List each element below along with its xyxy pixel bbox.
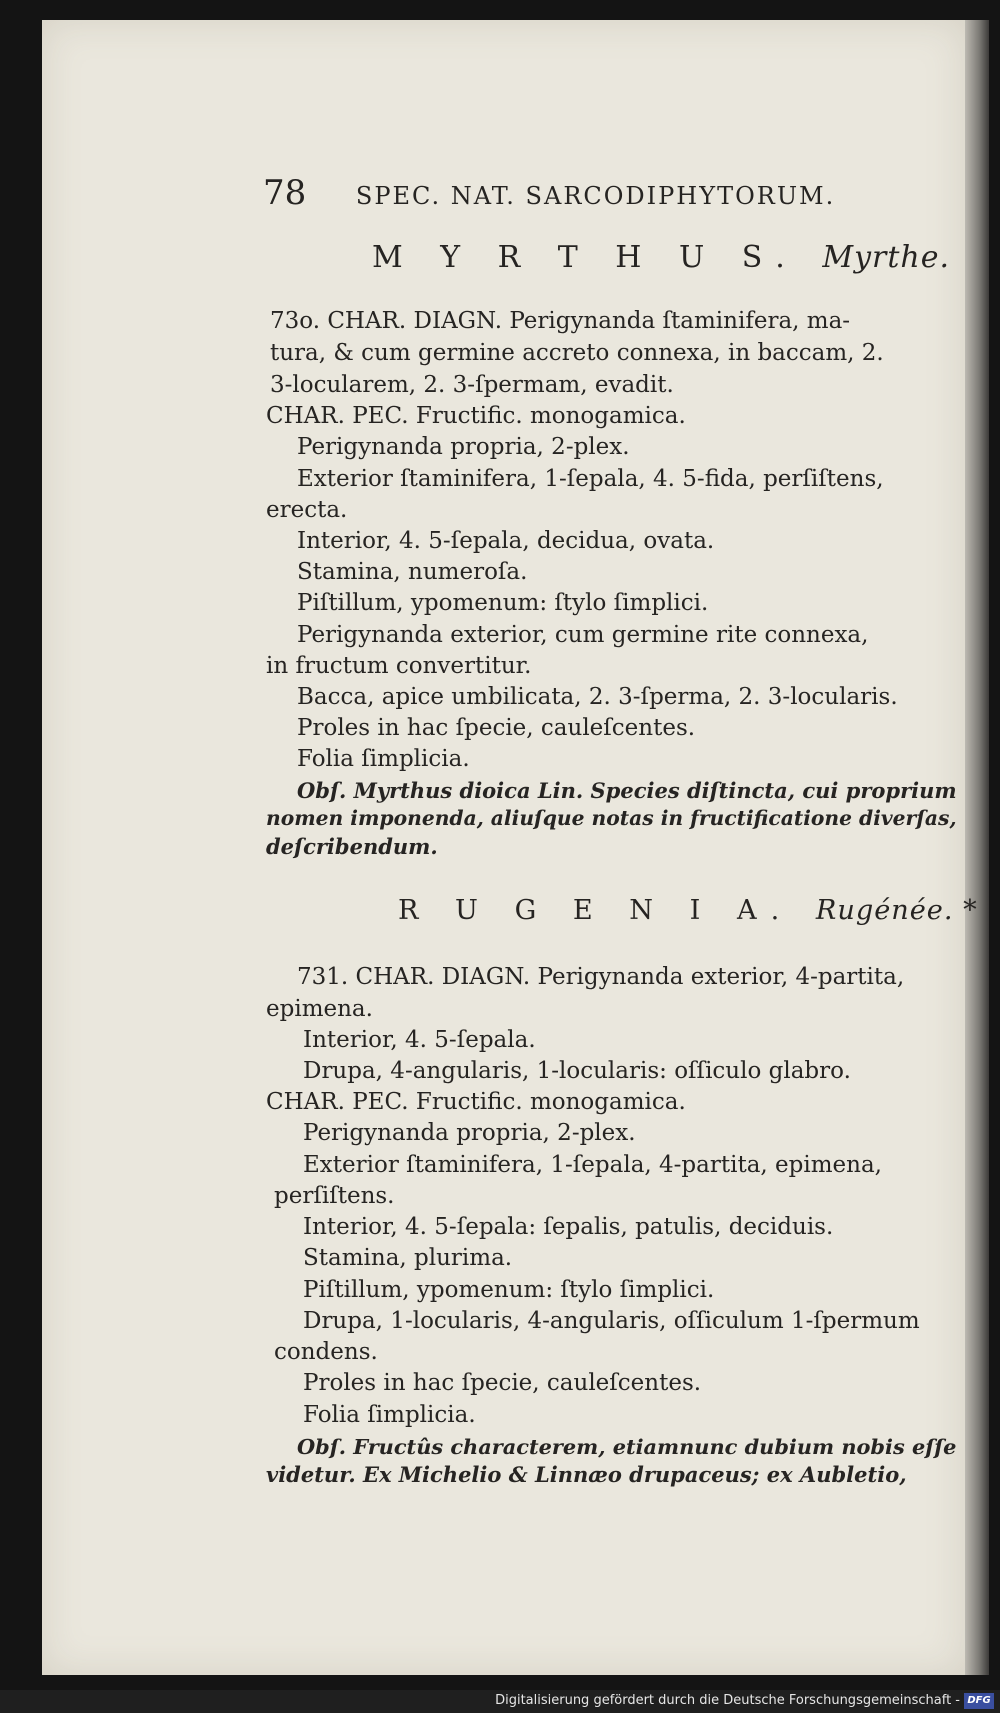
text-line: tura, & cum germine accreto connexa, in baccam, 2. — [270, 340, 884, 366]
text-line: Stamina, plurima. — [303, 1245, 513, 1271]
genus-vernacular: Rugénée. * — [815, 895, 978, 926]
dfg-logo: DFG — [964, 1693, 994, 1709]
text-line: Exterior ſtaminifera, 1-ſepala, 4. 5-fida, perſiſtens, — [297, 466, 884, 492]
genus-vernacular: Myrthe. — [822, 240, 951, 275]
text-line: in fructum convertitur. — [266, 653, 532, 679]
genus-heading-rugenia — [398, 895, 978, 926]
text-line: Perigynanda propria, 2-plex. — [297, 434, 630, 460]
observation-line: nomen imponenda, aliuſque notas in fructificatione diverſas, — [266, 806, 957, 830]
text-line: Interior, 4. 5-ſepala, decidua, ovata. — [297, 528, 715, 554]
text-line: CHAR. PEC. Fructific. monogamica. — [266, 1089, 686, 1115]
observation-line: deſcribendum. — [266, 834, 438, 859]
text-line: Proles in hac ſpecie, cauleſcentes. — [303, 1370, 702, 1396]
text-line: Interior, 4. 5-ſepala. — [303, 1027, 536, 1053]
text-line: 73o. CHAR. DIAGN. Perigynanda ſtaminifera, ma- — [270, 308, 851, 334]
text-line: Drupa, 1-locularis, 4-angularis, oſſiculum 1-ſpermum — [303, 1308, 920, 1334]
text-line: Folia ſimplicia. — [303, 1402, 476, 1428]
text-line: 731. CHAR. DIAGN. Perigynanda exterior, 4-partita, — [297, 964, 905, 990]
page-number: 78 — [263, 173, 307, 213]
genus-name: M Y R T H U S. — [372, 240, 799, 275]
page-edge — [965, 20, 989, 1675]
observation-line: Obſ. Myrthus dioica Lin. Species diſtincta, cui proprium — [297, 778, 957, 803]
text-line: 3-locularem, 2. 3-ſpermam, evadit. — [270, 372, 674, 398]
text-line: CHAR. PEC. Fructific. monogamica. — [266, 403, 686, 429]
text-line: Proles in hac ſpecie, cauleſcentes. — [297, 715, 696, 741]
text-line: Perigynanda exterior, cum germine rite connexa, — [297, 622, 869, 648]
genus-heading-myrthus — [372, 240, 950, 275]
digitization-footer — [0, 1690, 1000, 1713]
text-line: condens. — [274, 1339, 378, 1365]
genus-name: R U G E N I A. — [398, 895, 794, 926]
text-line: epimena. — [266, 996, 373, 1022]
text-line: Drupa, 4-angularis, 1-locularis: oſſiculo glabro. — [303, 1058, 851, 1084]
text-line: Bacca, apice umbilicata, 2. 3-ſperma, 2. 3-locularis. — [297, 684, 898, 710]
funding-credit: Digitalisierung gefördert durch die Deutsche Forschungsgemeinschaft - — [495, 1693, 960, 1708]
text-line: perſiſtens. — [274, 1183, 395, 1209]
text-line: Folia ſimplicia. — [297, 746, 470, 772]
text-line: erecta. — [266, 497, 348, 523]
text-line: Exterior ſtaminifera, 1-ſepala, 4-partita, epimena, — [303, 1152, 882, 1178]
text-line: Piſtillum, ypomenum: ſtylo ſimplici. — [303, 1277, 715, 1303]
text-line: Piſtillum, ypomenum: ſtylo ſimplici. — [297, 590, 709, 616]
text-line: Interior, 4. 5-ſepala: ſepalis, patulis, deciduis. — [303, 1214, 834, 1240]
running-header — [263, 173, 835, 213]
text-line: Stamina, numeroſa. — [297, 559, 528, 585]
observation-line: Obſ. Fructûs characterem, etiamnunc dubium nobis eſſe — [297, 1434, 957, 1459]
observation-line: videtur. Ex Michelio & Linnæo drupaceus; ex Aubletio, — [266, 1462, 907, 1487]
running-title: SPEC. NAT. SARCODIPHYTORUM. — [355, 182, 836, 210]
text-line: Perigynanda propria, 2-plex. — [303, 1120, 636, 1146]
